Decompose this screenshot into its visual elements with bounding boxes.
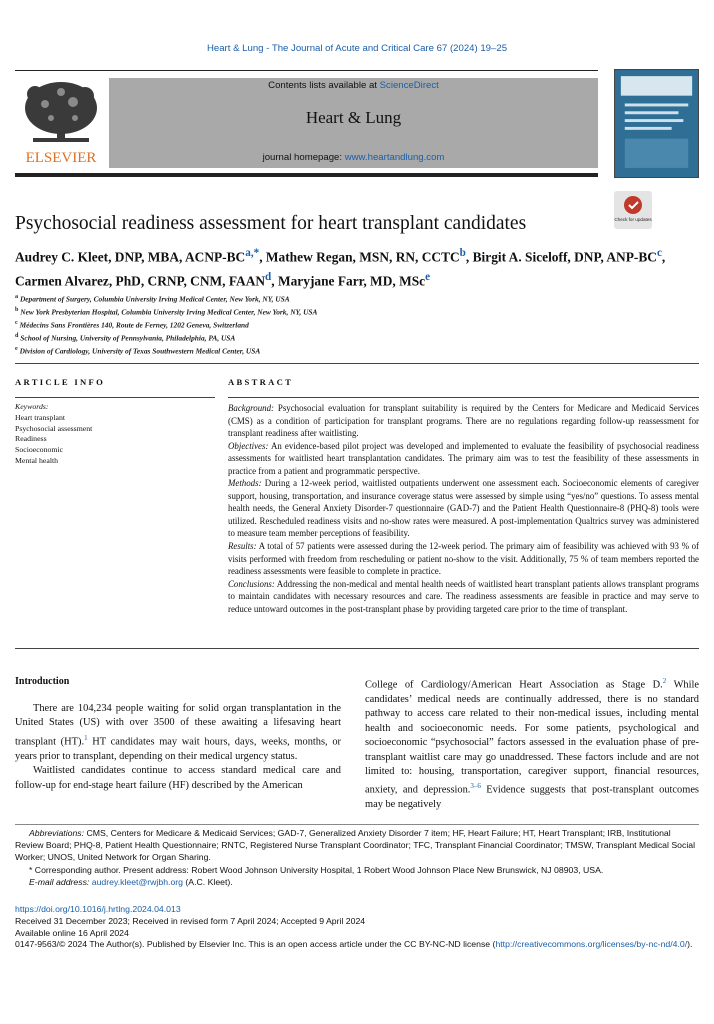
homepage-prefix: journal homepage: (262, 152, 345, 163)
affiliation-item: $^c$ Médecins Sans Frontières 140, Route de Ferney, 1202 Geneva, Switzerland (15, 319, 249, 330)
citation-link[interactable]: 3–6 (470, 782, 481, 791)
header-rule (15, 70, 598, 71)
check-for-updates-icon[interactable] (614, 191, 652, 229)
paragraph: There are 104,234 people waiting for solid organ transplantation in the United States (US) with over 3500 of these awaiting a lifesaving heart transplant (HT).$^1$ HT candidates may wait hours, days, weeks, months, or years prior to transplant, depending on their medical urgency status. (15, 703, 341, 762)
journal-citation-link[interactable]: Heart & Lung - The Journal of Acute and Critical Care 67 (2024) 19–25 (206, 43, 508, 54)
article-title: Psychosocial readiness assessment for heart transplant candidates (15, 213, 527, 234)
body-column-right (365, 674, 699, 813)
corresponding-author-footnote: * Corresponding author. Present address: Robert Wood Johnson University Hospital, 1 Robert Wood Johnson Place New Brunswick, NJ 08903, USA. (29, 864, 604, 875)
online-date: Available online 16 April 2024 (15, 927, 129, 938)
keywords-label: Keywords: (15, 402, 49, 411)
received-dates: Received 31 December 2023; Received in revised form 7 April 2024; Accepted 9 April 2024 (15, 915, 366, 926)
author-name: Carmen Alvarez, PhD, CRNP, CNM, FAAN (15, 273, 266, 289)
section-rule (15, 363, 699, 364)
homepage-line (109, 152, 598, 163)
citation-link[interactable]: 1 (84, 733, 88, 742)
sciencedirect-link[interactable]: ScienceDirect (379, 80, 439, 91)
author-name: Maryjane Farr, MD, MSc (277, 273, 426, 289)
paragraph: Waitlisted candidates continue to access standard medical care and follow-up for end-stage heart failure (HF) described by the American (15, 765, 341, 791)
contents-prefix: Contents lists available at (268, 80, 380, 91)
citation-link[interactable]: 2 (662, 677, 667, 685)
affiliations (15, 292, 695, 357)
author-affiliation-marker[interactable]: b (459, 247, 466, 259)
email-footnote: E-mail address: audrey.kleet@rwjbh.org (A.C. Kleet). (29, 876, 233, 887)
author-affiliation-marker[interactable]: a,* (245, 247, 260, 259)
affiliation-item: $^d$ School of Nursing, University of Pennsylvania, Philadelphia, PA, USA (15, 332, 236, 343)
keyword-item: Heart transplant (15, 412, 66, 422)
license-line: 0147-9563/© 2024 The Author(s). Published by Elsevier Inc. This is an open access article under the CC BY-NC-ND license (http://creativecommons.org/licenses/by-nc-nd/4.0/). (15, 939, 693, 950)
keyword-item: Mental health (15, 455, 59, 465)
footnotes (15, 827, 699, 888)
paragraph: College of Cardiology/American Heart Association as Stage D.$^2$ While candidates’ medical needs are continually addressed, there is no standard pathway to access care related to their non-medical issues, including mental health and socioeconomic needs. For some patients, psychological and socioeconomic “psychosocial” factors assessed in the evaluation phase of pre-transplant waitlist care may go unaddressed. These factors include and are not limited to: housing, transportation, caregiver support, financial resources, anxiety, and depression.$^{3-6}$ Evidence suggests that post-transplant outcomes may be negatively (365, 677, 699, 811)
contents-line (109, 80, 598, 91)
keyword-item: Readiness (15, 434, 47, 444)
author-name: Audrey C. Kleet, DNP, MBA, ACNP-BC (15, 249, 246, 265)
abbreviations-footnote: Abbreviations: CMS, Centers for Medicare & Medicaid Services; GAD-7, Generalized Anxiety Disorder 7 item; HF, Heart Failure; HT, Heart Transplant; IRB, Institutional Review Board; PHQ-8, Patient Health Questionnaire; RNTC, Registered Nurse Transplant Coordinator; TFC, Transplant Financial Coordinator; TMSW, Transplant Medical Social Worker; UNOS, United Network for Organ Sharing. (15, 828, 696, 863)
author-list: Audrey C. Kleet, DNP, MBA, ACNP-$BC^{a,*}$, Mathew Regan, MSN, RN, CCTC$^b$, Birgit A. Siceloff, DNP, ANP-$BC^c$, Carmen Alvarez, PhD, CRNP, CNM, FAAN$^d$, Maryjane Farr, MD, MSc$^e$ (15, 247, 666, 289)
abstract-rule (228, 397, 699, 398)
author-name: Birgit A. Siceloff, DNP, ANP-BC (472, 249, 657, 265)
abstract-results: Results: A total of 57 patients were assessed during the 12-week period. The primary aim of feasibility was achieved with 93 % of visits performed with freedom from rescheduling or patient no-show to the visit. Additionally, 75 % of team members reported the readiness assessments were feasible to complete in practice. (228, 541, 699, 577)
author-name: Mathew Regan, MSN, RN, CCTC (265, 249, 460, 265)
doi-link[interactable]: https://doi.org/10.1016/j.hrtlng.2024.04.013 (15, 904, 181, 914)
footnote-rule (15, 824, 699, 825)
license-link[interactable]: http://creativecommons.org/licenses/by-nc-nd/4.0/ (495, 939, 688, 950)
elsevier-tree-logo-icon (15, 74, 107, 166)
abstract-methods: Methods: During a 12-week period, waitlisted outpatients underwent one assessment each. Socioeconomic elements of caregiver support, housing, transportation, and insurance coverage status were assessed by simple using “yes/no” questions. To assess mental health needs, the General Anxiety Disorder-7 questionnaire (GAD-7) and the Patient Health Questionnaire-8 (PHQ-8) tools were utilized. Rescheduled readiness visits and no-show rates were measured. A post-implementation Qualtrics survey was administered to measure team member perceptions of feasibility. (228, 478, 700, 539)
check-updates-label: Check for updates (614, 217, 652, 222)
section-rule (15, 648, 699, 649)
author-affiliation-marker[interactable]: d (265, 271, 272, 284)
email-link[interactable]: audrey.kleet@rwjbh.org (91, 876, 183, 887)
abstract-objectives: Objectives: An evidence-based pilot project was developed and implemented to evaluate the feasibility of psychosocial readiness assessments for waitlisted heart transplantation candidates. The primary aim was to test the feasibility of these assessments in practice from a patient and programmatic perspective. (228, 440, 700, 476)
journal-cover-image-icon (614, 69, 699, 178)
affiliation-item: $^a$ Department of Surgery, Columbia University Irving Medical Center, New York, NY, USA (15, 294, 290, 304)
elsevier-wordmark: ELSEVIER (25, 150, 97, 166)
affiliation-item: $^b$ New York Presbyterian Hospital, Columbia University Irving Medical Center, New York, NY, USA (15, 306, 318, 317)
keyword-item: Socioeconomic (15, 445, 64, 455)
author-affiliation-marker[interactable]: c (656, 247, 662, 259)
abstract-heading: ABSTRACT (228, 377, 294, 387)
keywords-block (15, 402, 215, 467)
article-info-rule (15, 397, 215, 398)
introduction-heading: Introduction (15, 676, 70, 687)
author-affiliation-marker[interactable]: e (425, 271, 431, 284)
keyword-item: Psychosocial assessment (15, 423, 93, 433)
article-info-heading: ARTICLE INFO (15, 377, 106, 387)
journal-title: Heart & Lung (305, 108, 402, 127)
banner-rule (15, 173, 598, 177)
abstract-body (228, 402, 699, 615)
body-column-left (15, 702, 341, 793)
publication-info (15, 904, 699, 951)
abstract-background: Background: Psychosocial evaluation for transplant suitability is required by the Centers for Medicare and Medicaid Services (CMS) as a condition of participation for transplant programs. There are no regulations regarding follow-up reassessment for transplant readiness after waitlisting. (228, 403, 700, 439)
abstract-conclusions: Conclusions: Addressing the non-medical and mental health needs of waitlisted heart transplant patients allows transplant programs to maintain candidates with necessary resources and care. The readiness assessments are feasible in practice and may serve to reduce untoward outcomes in the post-transplant phase by providing targeted care prior to the time of transplant. (228, 578, 699, 614)
affiliation-item: $^e$ Division of Cardiology, University of Texas Southwestern Medical Center, USA (15, 345, 261, 356)
homepage-link[interactable]: www.heartandlung.com (344, 152, 445, 163)
